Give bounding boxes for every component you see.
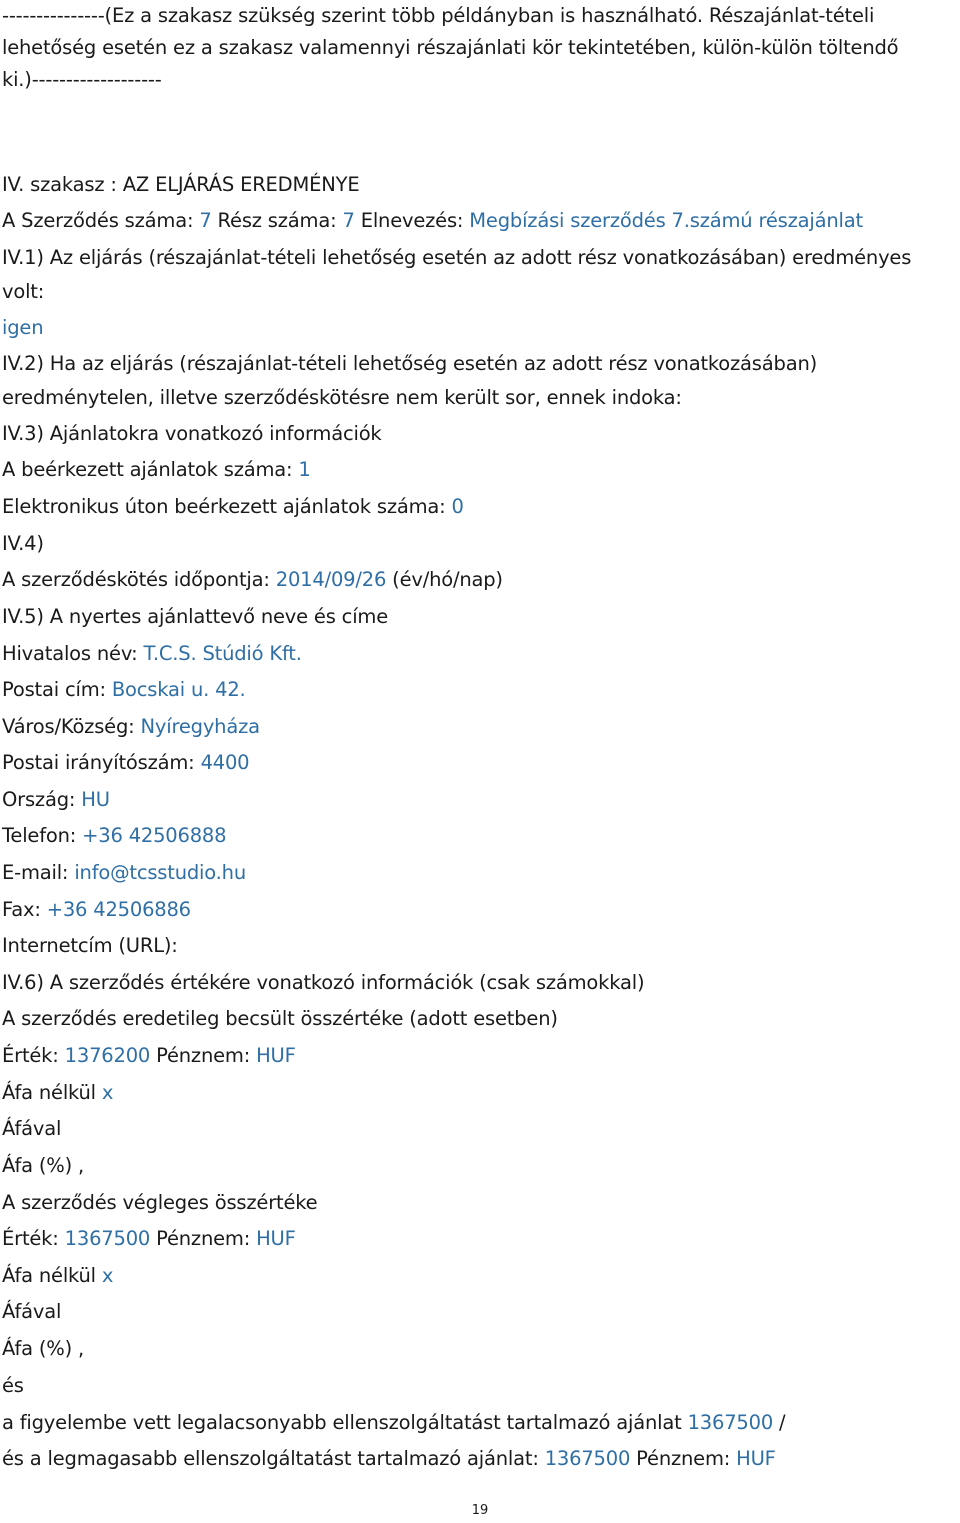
email-value: info@tcsstudio.hu	[74, 861, 246, 884]
estimated-net-line	[2, 1075, 960, 1111]
iv1-line-2: volt:	[2, 280, 45, 303]
estimated-currency: HUF	[256, 1044, 296, 1067]
final-net-line	[2, 1258, 960, 1294]
and-line: és	[2, 1374, 24, 1397]
phone-value: +36 42506888	[82, 824, 227, 847]
email-label: E-mail:	[2, 861, 69, 884]
lowest-offer-value: 1367500	[687, 1411, 774, 1434]
iv3-title: IV.3) Ajánlatokra vonatkozó információk	[2, 422, 382, 445]
offers-line	[2, 452, 960, 488]
lowest-offer-label: a figyelembe vett legalacsonyabb ellenszolgáltatást tartalmazó ajánlat	[2, 1411, 682, 1434]
contract-date-line	[2, 562, 960, 598]
final-title: A szerződés végleges összértéke	[2, 1191, 318, 1214]
fax-line	[2, 892, 960, 928]
part-no-value: 7	[342, 209, 355, 232]
estimated-net-mark: x	[101, 1081, 114, 1104]
electronic-offers-label: Elektronikus úton beérkezett ajánlatok száma:	[2, 495, 446, 518]
city-label: Város/Község:	[2, 715, 135, 738]
contract-date-format: (év/hó/nap)	[392, 568, 503, 591]
contract-no-label: A Szerződés száma:	[2, 209, 194, 232]
intro-line-3: ki.)-------------------	[2, 68, 162, 91]
final-value: 1367500	[64, 1227, 151, 1250]
iv1-line-1: IV.1) Az eljárás (részajánlat-tételi lehetőség esetén az adott rész vonatkozásában) eredményes	[2, 246, 912, 269]
zip-value: 4400	[200, 751, 250, 774]
city-line	[2, 709, 960, 745]
iv5-title: IV.5) A nyertes ajánlattevő neve és címe	[2, 605, 389, 628]
part-no-label: Rész száma:	[217, 209, 337, 232]
page-number: 19	[471, 1503, 489, 1518]
iv2-line-1: IV.2) Ha az eljárás (részajánlat-tételi lehetőség esetén az adott rész vonatkozásában)	[2, 352, 818, 375]
contract-name-label: Elnevezés:	[360, 209, 464, 232]
highest-currency-label: Pénznem:	[636, 1447, 731, 1470]
estimated-vat-line: Áfa (%) ,	[2, 1154, 84, 1177]
highest-offer-value: 1367500	[544, 1447, 631, 1470]
iv4-title: IV.4)	[2, 532, 44, 555]
zip-label: Postai irányítószám:	[2, 751, 195, 774]
offers-label: A beérkezett ajánlatok száma:	[2, 458, 293, 481]
final-gross-line: Áfával	[2, 1300, 62, 1323]
contract-date-value: 2014/09/26	[275, 568, 387, 591]
url-line: Internetcím (URL):	[2, 934, 178, 957]
estimated-gross-line: Áfával	[2, 1117, 62, 1140]
country-line	[2, 782, 960, 818]
country-label: Ország:	[2, 788, 76, 811]
estimated-net-label: Áfa nélkül	[2, 1081, 96, 1104]
zip-line	[2, 745, 960, 781]
contract-info-line	[2, 203, 960, 239]
city-value: Nyíregyháza	[140, 715, 260, 738]
intro-line-1: ---------------(Ez a szakasz szükség szerint több példányban is használható. Részajánlat-tételi	[2, 4, 875, 27]
final-value-label: Érték:	[2, 1227, 59, 1250]
iv2-line-2: eredménytelen, illetve szerződéskötésre nem került sor, ennek indoka:	[2, 386, 682, 409]
phone-line	[2, 818, 960, 854]
estimated-currency-label: Pénznem:	[156, 1044, 251, 1067]
contract-date-label: A szerződéskötés időpontja:	[2, 568, 270, 591]
electronic-offers-line	[2, 489, 960, 525]
postal-address-value: Bocskai u. 42.	[111, 678, 246, 701]
final-net-mark: x	[101, 1264, 114, 1287]
estimated-title: A szerződés eredetileg becsült összértéke (adott esetben)	[2, 1007, 558, 1030]
contract-no-value: 7	[199, 209, 212, 232]
final-currency: HUF	[256, 1227, 296, 1250]
fax-value: +36 42506886	[46, 898, 191, 921]
postal-address-line	[2, 672, 960, 708]
lowest-offer-slash: /	[779, 1411, 786, 1434]
final-value-line	[2, 1221, 960, 1257]
estimated-value-label: Érték:	[2, 1044, 59, 1067]
electronic-offers-value: 0	[451, 495, 464, 518]
contract-name-value: Megbízási szerződés 7.számú részajánlat	[469, 209, 863, 232]
official-name-label: Hivatalos név:	[2, 642, 138, 665]
official-name-line	[2, 636, 960, 672]
intro-line-2: lehetőség esetén ez a szakasz valamennyi részajánlati kör tekintetében, külön-külön töltendő	[2, 36, 899, 59]
estimated-value-line	[2, 1038, 960, 1074]
fax-label: Fax:	[2, 898, 41, 921]
highest-currency: HUF	[736, 1447, 776, 1470]
official-name-value: T.C.S. Stúdió Kft.	[143, 642, 302, 665]
lowest-offer-line	[2, 1405, 960, 1441]
final-vat-line: Áfa (%) ,	[2, 1337, 84, 1360]
phone-label: Telefon:	[2, 824, 77, 847]
email-line	[2, 855, 960, 891]
offers-value: 1	[298, 458, 311, 481]
highest-offer-label: és a legmagasabb ellenszolgáltatást tartalmazó ajánlat:	[2, 1447, 539, 1470]
postal-address-label: Postai cím:	[2, 678, 106, 701]
final-net-label: Áfa nélkül	[2, 1264, 96, 1287]
estimated-value: 1376200	[64, 1044, 151, 1067]
section-title: IV. szakasz : AZ ELJÁRÁS EREDMÉNYE	[2, 173, 360, 196]
highest-offer-line	[2, 1441, 960, 1477]
final-currency-label: Pénznem:	[156, 1227, 251, 1250]
iv1-value: igen	[2, 316, 44, 339]
iv6-title: IV.6) A szerződés értékére vonatkozó információk (csak számokkal)	[2, 971, 645, 994]
country-value: HU	[81, 788, 110, 811]
